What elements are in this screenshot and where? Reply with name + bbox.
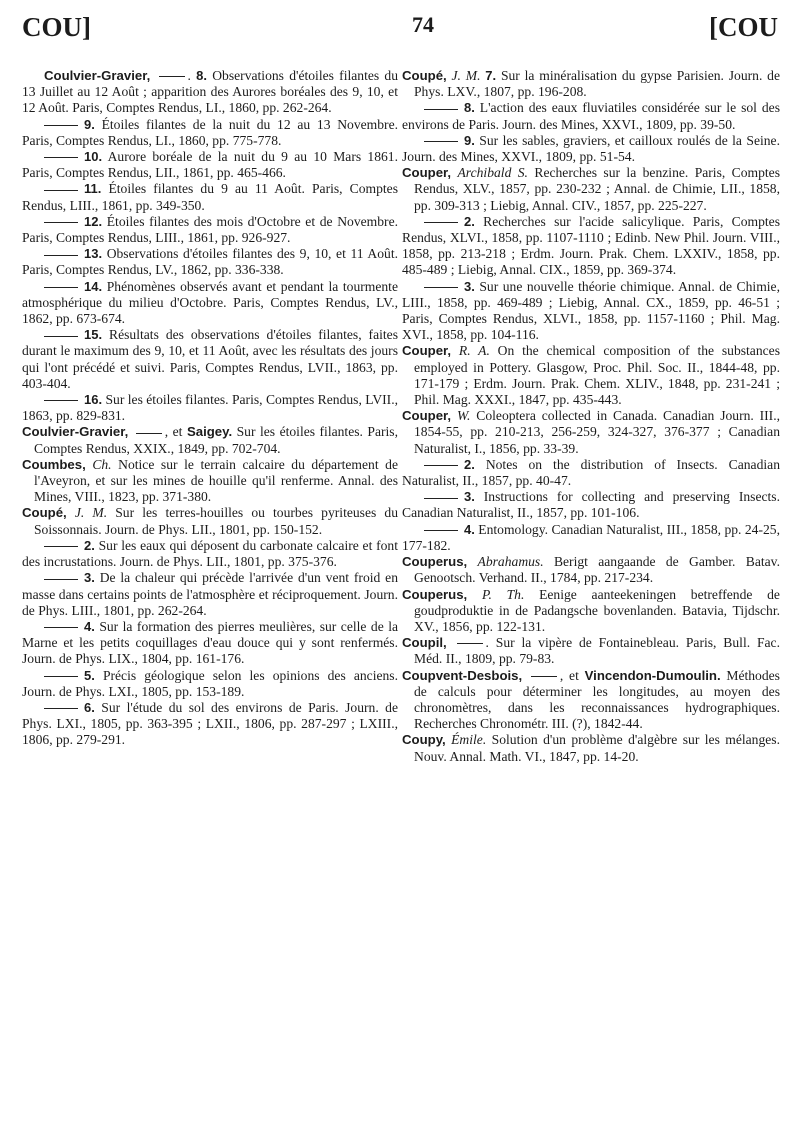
entry-first-name: Abrahamus. bbox=[477, 554, 544, 570]
entry-number: 14. bbox=[84, 278, 103, 294]
bibliography-entry bbox=[22, 668, 398, 700]
bibliography-entry bbox=[402, 554, 780, 586]
bibliography-entry bbox=[402, 732, 780, 764]
entry-author: Coupé, bbox=[402, 68, 447, 83]
ditto-dash bbox=[44, 222, 78, 223]
ditto-dash bbox=[44, 708, 78, 709]
entry-text: Étoiles filantes de la nuit du 12 au 13 Novembre. Paris, Comptes Rendus, LI., 1860, pp. 775-778. bbox=[22, 116, 399, 148]
entry-text: Berigt aangaande de Gamber. Batav. Genootsch. Verhand. II., 1784, pp. 217-234. bbox=[414, 554, 780, 586]
ditto-dash bbox=[424, 465, 458, 466]
entry-first-name: Ch. bbox=[92, 456, 112, 472]
entry-number: 2. bbox=[84, 537, 95, 553]
entry-author: Coupy, bbox=[402, 732, 446, 748]
left-column bbox=[22, 68, 398, 749]
bibliography-entry bbox=[402, 68, 780, 100]
entry-text: Observations d'étoiles filantes des 9, 10, et 11 Août. Paris, Comptes Rendus, LV., 1862, pp. 336-338. bbox=[22, 246, 398, 278]
ditto-dash bbox=[44, 255, 78, 256]
bibliography-entry bbox=[22, 181, 398, 213]
ditto-dash bbox=[424, 287, 458, 288]
entry-first-name: Archibald S. bbox=[457, 165, 528, 181]
bibliography-entry bbox=[22, 570, 398, 619]
entry-number: 2. bbox=[464, 213, 475, 229]
entry-number: 12. bbox=[84, 213, 103, 229]
ditto-dash bbox=[457, 643, 483, 644]
entry-text: Notice sur le terrain calcaire du département de l'Aveyron, et sur les mines de houille qu'il renferme. Annal. des Mines, VIII., 1823, pp. 371-380. bbox=[34, 456, 398, 505]
entry-text: Sur la formation des pierres meulières, sur celle de la Marne et les petits coquillages d'eau douce qui y sont renfermés. Journ. de Phys. LIX., 1804, pp. 161-176. bbox=[22, 618, 399, 667]
entry-text: Étoiles filantes des mois d'Octobre et de Novembre. Paris, Comptes Rendus, LIII., 1861, pp. 926-927. bbox=[22, 213, 398, 246]
ditto-dash bbox=[424, 222, 458, 223]
entry-first-name: Émile. bbox=[451, 732, 487, 748]
ditto-dash bbox=[44, 157, 78, 158]
header-left: COU] bbox=[22, 12, 91, 42]
entry-number: 8. bbox=[464, 100, 475, 116]
bibliography-entry bbox=[402, 100, 780, 132]
ditto-dash bbox=[44, 546, 78, 547]
bibliography-entry bbox=[402, 133, 780, 165]
entry-text: Sur les terres-houilles ou tourbes pyriteuses du Soissonnais. Journ. de Phys. LII., 1801, pp. 150-152. bbox=[34, 505, 398, 537]
bibliography-entry bbox=[402, 489, 780, 521]
bibliography-entry bbox=[22, 214, 398, 246]
entry-text: Recherches sur la benzine. Paris, Comptes Rendus, XLV., 1857, pp. 230-232 ; Annal. de Chimie, LII., 1858, pp. 309-313 ; Liebig, Annal. CIV., 1857, pp. 225-227. bbox=[414, 165, 781, 213]
header-right: [COU bbox=[709, 12, 778, 42]
bibliography-entry bbox=[22, 327, 398, 392]
ditto-dash bbox=[44, 125, 78, 126]
entry-author: Coumbes, bbox=[22, 456, 86, 472]
entry-author: Coulvier-Gravier, bbox=[22, 424, 129, 440]
entry-author: Couper, bbox=[402, 343, 452, 359]
entry-number: 6. bbox=[84, 699, 95, 715]
entry-conjunction: , et bbox=[164, 424, 183, 440]
entry-text: Sur les étoiles filantes. Paris, Comptes Rendus, XXIX., 1849, pp. 702-704. bbox=[34, 424, 398, 456]
entry-text: Précis géologique selon les opinions des anciens. Journ. de Phys. LXI., 1805, pp. 153-189. bbox=[22, 667, 398, 699]
entry-text: Résultats des observations d'étoiles filantes, faites durant le maximum des 9, 10, et 11 Août, avec les résultats des jours qui l'ont précédé et suivi. Paris, Comptes Rendus, LVII., 1863, pp. 403-404. bbox=[22, 327, 398, 391]
entry-text: Sur les eaux qui déposent du carbonate calcaire et font des incrustations. Journ. de Phys. LII., 1801, pp. 375-376. bbox=[22, 537, 398, 570]
entry-number: 4. bbox=[84, 618, 95, 634]
entry-author: Couper, bbox=[402, 165, 452, 181]
entry-text: Sur la minéralisation du gypse Parisien. Journ. de Phys. LXV., 1807, pp. 196-208. bbox=[414, 68, 780, 100]
entry-number: 8. bbox=[196, 68, 207, 83]
entry-text: Recherches sur l'acide salicylique. Paris, Comptes Rendus, XLVI., 1858, pp. 1107-1110 ; Edinb. New Phil. Journ. VIII., 1858, pp. 213-218 ; Erdm. Journ. Prak. Chem. LXXIV., 1858, pp. 485-489 ; Liebig, Annal. CIX., 1859, pp. 369-374. bbox=[402, 213, 780, 278]
ditto-dash bbox=[44, 400, 78, 401]
entry-author: Coupil, bbox=[402, 635, 447, 651]
bibliography-entry bbox=[402, 587, 780, 636]
entry-text: Sur les sables, graviers, et cailloux roulés de la Seine. Journ. des Mines, XXVI., 1809, pp. 51-54. bbox=[402, 132, 780, 165]
ditto-dash bbox=[44, 287, 78, 288]
entry-text: Coleoptera collected in Canada. Canadian Journ. III., 1854-55, pp. 210-213, 256-259, 324-327, 376-377 ; Canadian Naturalist, I., 1856, pp. 33-39. bbox=[414, 408, 781, 456]
entry-number: 3. bbox=[464, 489, 475, 505]
right-column bbox=[402, 68, 780, 765]
bibliography-entry bbox=[22, 457, 398, 506]
bibliography-entry bbox=[402, 668, 780, 733]
entry-author: Coupé, bbox=[22, 505, 67, 521]
entry-text: Étoiles filantes du 9 au 11 Août. Paris, Comptes Rendus, LIII., 1861, pp. 349-350. bbox=[22, 181, 398, 213]
entry-author: Couperus, bbox=[402, 586, 468, 602]
entry-first-name: R. A. bbox=[458, 343, 490, 359]
bibliography-entry bbox=[402, 214, 780, 279]
entry-author: Couperus, bbox=[402, 554, 468, 570]
bibliography-entry bbox=[22, 505, 398, 537]
entry-text: Notes on the distribution of Insects. Canadian Naturalist, II., 1857, pp. 40-47. bbox=[402, 456, 780, 489]
bibliography-entry bbox=[22, 246, 398, 278]
entry-text: Phénomènes observés avant et pendant la tourmente atmosphérique du milieu d'Octobre. Paris, Comptes Rendus, LV., 1862, pp. 673-674. bbox=[22, 278, 398, 327]
entry-number: 3. bbox=[464, 278, 475, 294]
entry-number: 5. bbox=[84, 667, 95, 683]
entry-coauthor: Vincendon-Dumoulin. bbox=[584, 667, 721, 683]
entry-coauthor: Saigey. bbox=[186, 424, 233, 440]
entry-text: Instructions for collecting and preserving Insects. Canadian Naturalist, II., 1857, pp. 101-106. bbox=[402, 489, 780, 521]
entry-text: Eenige aanteekeningen betreffende de goudproduktie in de Padangsche bovenlanden. Batavia, Tijdschr. XV., 1856, pp. 122-131. bbox=[414, 586, 780, 634]
ditto-dash bbox=[424, 530, 458, 531]
entry-text: Observations d'étoiles filantes du 13 Juillet au 12 Août ; apparition des Aurores boréales des 9, 10, et 12 Août. Paris, Comptes Rendus, LI., 1860, pp. 262-264. bbox=[22, 68, 398, 116]
entry-conjunction: . bbox=[485, 635, 489, 651]
entry-number: 3. bbox=[84, 570, 95, 586]
ditto-dash bbox=[424, 498, 458, 499]
entry-number: 7. bbox=[485, 68, 497, 83]
entry-author: Couper, bbox=[402, 408, 452, 424]
ditto-dash bbox=[44, 190, 78, 191]
bibliography-entry bbox=[22, 149, 398, 181]
entry-text: On the chemical composition of the substances employed in Pottery. Glasgow, Proc. Phil. Soc. II., 1844-48, pp. 171-179 ; Erdm. Journ. Prak. Chem. XLIV., 1848, pp. 231-241 ; Phil. Mag. XXXI., 1847, pp. 435-443. bbox=[414, 343, 780, 408]
entry-conjunction: , et bbox=[559, 667, 579, 683]
entry-number: 2. bbox=[464, 456, 475, 472]
entry-number: 10. bbox=[84, 149, 103, 165]
bibliography-entry bbox=[22, 117, 398, 149]
bibliography-entry bbox=[22, 424, 398, 456]
bibliography-entry bbox=[402, 408, 780, 457]
entry-text: Sur les étoiles filantes. Paris, Comptes Rendus, LVII., 1863, pp. 829-831. bbox=[22, 392, 398, 424]
entry-text: Entomology. Canadian Naturalist, III., 1858, pp. 24-25, 177-182. bbox=[402, 521, 780, 553]
entry-number: 13. bbox=[84, 246, 103, 262]
bibliography-entry bbox=[402, 457, 780, 489]
entry-text: Méthodes de calculs pour déterminer les longitudes, au moyen des chronomètres, dans les reconnaissances hydrographiques. Recherches Chronométr. III. (?), 1842-44. bbox=[414, 667, 780, 732]
entry-text: Sur l'étude du sol des environs de Paris. Journ. de Phys. LXI., 1805, pp. 363-395 ; LXII., 1806, pp. 287-297 ; LXIII., 1806, pp. 279-291. bbox=[22, 699, 398, 748]
bibliography-entry bbox=[22, 538, 398, 570]
entry-author: Coulvier-Gravier, bbox=[44, 68, 151, 83]
entry-author: Coupvent-Desbois, bbox=[402, 667, 523, 683]
ditto-dash bbox=[44, 336, 78, 337]
ditto-dash bbox=[424, 141, 458, 142]
entry-first-name: J. M. bbox=[451, 68, 481, 83]
ditto-dash bbox=[44, 579, 78, 580]
bibliography-entry bbox=[22, 392, 398, 424]
ditto-dash bbox=[159, 76, 185, 77]
entry-text: Sur la vipère de Fontainebleau. Paris, Bull. Fac. Méd. II., 1809, pp. 79-83. bbox=[414, 635, 780, 667]
entry-text: Aurore boréale de la nuit du 9 au 10 Mars 1861. Paris, Comptes Rendus, LII., 1861, pp. 465-466. bbox=[22, 149, 398, 181]
bibliography-entry bbox=[402, 343, 780, 408]
ditto-dash bbox=[424, 109, 458, 110]
entry-text: L'action des eaux fluviatiles considérée sur le sol des environs de Paris. Journ. des Mines, XXVI., 1809, pp. 39-50. bbox=[402, 100, 780, 132]
entry-number: 9. bbox=[464, 132, 475, 148]
entry-number: 11. bbox=[84, 181, 102, 197]
bibliography-entry bbox=[22, 619, 398, 668]
entry-number: 16. bbox=[84, 392, 103, 408]
bibliography-entry bbox=[402, 279, 780, 344]
ditto-dash bbox=[531, 676, 557, 677]
bibliography-entry bbox=[402, 635, 780, 667]
entry-text: Solution d'un problème d'algèbre sur les mélanges. Nouv. Annal. Math. VI., 1847, pp. 14-20. bbox=[414, 732, 780, 764]
bibliography-entry bbox=[22, 279, 398, 328]
bibliography-entry bbox=[22, 700, 398, 749]
entry-first-name: W. bbox=[456, 408, 471, 424]
running-header bbox=[22, 12, 778, 42]
bibliography-entry bbox=[402, 522, 780, 554]
bibliography-entry bbox=[402, 165, 780, 214]
entry-first-name: P. Th. bbox=[481, 586, 525, 602]
entry-text: De la chaleur qui précède l'arrivée d'un vent froid en masse dans certains points de l'atmosphère et réciproquement. Journ. de Phys. LIII., 1801, pp. 262-264. bbox=[22, 570, 398, 618]
page-number: 74 bbox=[412, 12, 434, 37]
ditto-dash bbox=[44, 627, 78, 628]
entry-text: Sur une nouvelle théorie chimique. Annal. de Chimie, LIII., 1858, pp. 469-489 ; Liebig, Annal. CX., 1859, pp. 46-51 ; Paris, Comptes Rendus, XLVI., 1858, pp. 1157-1160 ; Phil. Mag. XVI., 1858, pp. 104-116. bbox=[402, 278, 780, 343]
bibliography-entry: Coulvier-Gravier, . 8. Observations d'étoiles filantes du 13 Juillet au 12 Août ; apparition des Aurores boréales des 9, 10, et 12 Août. Paris, Comptes Rendus, LI., 1860, pp. 262-264. bbox=[22, 68, 398, 116]
ditto-dash bbox=[136, 433, 162, 434]
entry-number: 9. bbox=[84, 116, 95, 132]
entry-number: 4. bbox=[464, 521, 475, 537]
ditto-dash bbox=[44, 676, 78, 677]
entry-number: 15. bbox=[84, 327, 103, 343]
entry-first-name: J. M. bbox=[74, 505, 108, 521]
